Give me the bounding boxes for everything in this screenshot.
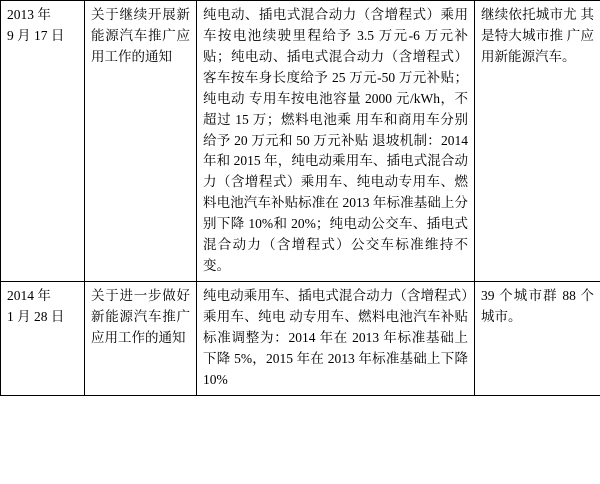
cell-date — [1, 1, 85, 282]
date-year: 2013 年 — [7, 7, 51, 22]
cell-policy-title: 关于继续开展新能源汽车推广应用工作的通知 — [85, 1, 197, 282]
date-day: 9 月 17 日 — [7, 27, 65, 43]
table-row — [1, 1, 600, 282]
cell-policy-content: 纯电动、插电式混合动力（含增程式）乘用车按电池续驶里程给予 3.5 万元-6 万元补贴；纯电动、插电式混合动力（含增程式）客车按车身长度给予 25 万元-50 万元补贴；纯电动 专用车按电池容量 2000 元/kWh，不超过 15 万；燃料电池乘 用车和商用车分别给予 20 万元和 50 万元补贴 退坡机制：2014 年和 2015 年，纯电动乘用车、插电式混合动 力（含增程式）乘用车、纯电动专用车、燃料电池汽车补贴标准在 2013 年标准基础上分别下降 10%和 20%；纯电动公交车、插电式混合动力（含增程式）公交车标准维持不变。 — [197, 1, 475, 282]
date-year: 2014 年 — [7, 287, 51, 303]
cell-policy-content: 纯电动乘用车、插电式混合动力（含增程式）乘用车、纯电 动专用车、燃料电池汽车补贴标准调整为：2014 年在 2013 年标准基础上下降 5%，2015 年在 2013 年标准基础上下降 10% — [197, 281, 475, 395]
cell-policy-effect: 39 个城市群 88 个 城市。 — [475, 281, 600, 395]
cell-date — [1, 281, 85, 395]
date-day: 1 月 28 日 — [7, 308, 65, 324]
cell-policy-title: 关于进一步做好新能源汽车推广应用工作的通知 — [85, 281, 197, 395]
cell-policy-effect: 继续依托城市尤 其是特大城市推 广应用新能源汽车。 — [475, 1, 600, 282]
table-row — [1, 281, 600, 395]
